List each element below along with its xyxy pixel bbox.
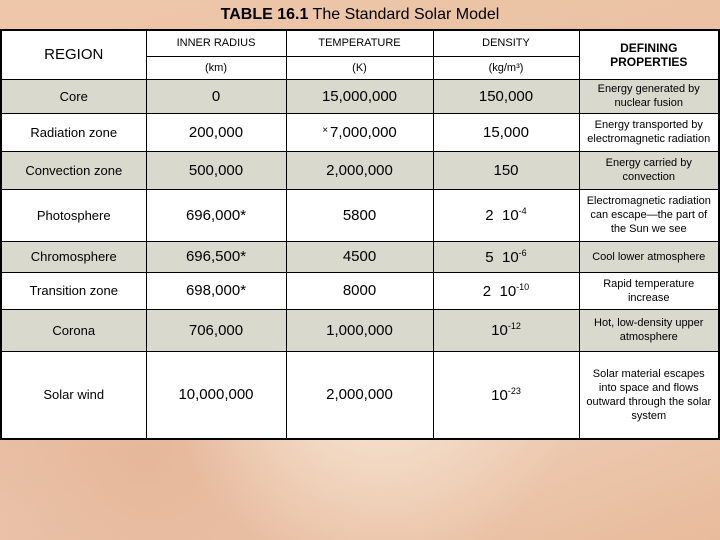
temperature-cell: 2,000,000 xyxy=(286,151,433,189)
header-temperature: TEMPERATURE xyxy=(286,30,433,56)
radius-cell: 500,000 xyxy=(146,151,286,189)
defining-cell: Energy generated by nuclear fusion xyxy=(579,79,719,113)
temperature-cell xyxy=(286,113,433,151)
region-cell: Solar wind xyxy=(1,351,146,439)
defining-cell: Energy transported by electromagnetic radiation xyxy=(579,113,719,151)
table-row xyxy=(1,189,719,241)
density-base: 15,000 xyxy=(483,123,529,141)
density-base: 150,000 xyxy=(478,87,534,105)
header-row xyxy=(1,30,719,56)
radius-cell: 0 xyxy=(146,79,286,113)
header-inner-radius: INNER RADIUS xyxy=(146,30,286,56)
density-base: 2 10 xyxy=(485,207,519,224)
radius-cell: 698,000* xyxy=(146,272,286,309)
table-title xyxy=(0,6,720,24)
solar-model-table xyxy=(0,29,720,440)
radius-cell: 696,000* xyxy=(146,189,286,241)
header-region: REGION xyxy=(1,30,146,79)
temperature-value: 7,000,000 xyxy=(330,123,397,141)
region-cell: Corona xyxy=(1,309,146,351)
temperature-cell: 2,000,000 xyxy=(286,351,433,439)
temperature-cell: 1,000,000 xyxy=(286,309,433,351)
density-cell xyxy=(433,351,579,439)
table-caption: The Standard Solar Model xyxy=(312,6,500,23)
density-cell xyxy=(433,79,579,113)
table-row xyxy=(1,79,719,113)
temperature-cell: 8000 xyxy=(286,272,433,309)
header-inner-radius-unit: (km) xyxy=(146,56,286,79)
temperature-cell: 15,000,000 xyxy=(286,79,433,113)
temperature-cell: 5800 xyxy=(286,189,433,241)
density-base: 10 xyxy=(491,322,508,339)
radius-cell: 696,500* xyxy=(146,241,286,272)
density-base: 2 10 xyxy=(482,282,517,300)
header-density-unit: (kg/m³) xyxy=(433,56,579,79)
density-cell xyxy=(433,189,579,241)
table-row xyxy=(1,151,719,189)
header-density: DENSITY xyxy=(433,30,579,56)
density-exponent: -12 xyxy=(507,321,521,331)
table-row xyxy=(1,351,719,439)
density-cell xyxy=(433,309,579,351)
defining-cell: Hot, low-density upper atmosphere xyxy=(579,309,719,351)
header-temperature-unit: (K) xyxy=(286,56,433,79)
table-number: TABLE 16.1 xyxy=(220,6,309,23)
density-cell xyxy=(433,272,579,309)
density-base: 10 xyxy=(491,386,508,404)
region-cell: Photosphere xyxy=(1,189,146,241)
radius-cell: 10,000,000 xyxy=(146,351,286,439)
region-cell: Core xyxy=(1,79,146,113)
density-exponent: -23 xyxy=(507,385,521,396)
density-base: 150 xyxy=(493,161,519,179)
density-exponent: -6 xyxy=(518,247,527,258)
density-exponent: -4 xyxy=(518,206,527,216)
temperature-mark: × xyxy=(322,124,329,136)
defining-cell: Solar material escapes into space and flows outward through the solar system xyxy=(579,351,719,439)
defining-cell: Energy carried by convection xyxy=(579,151,719,189)
header-defining-properties: DEFINING PROPERTIES xyxy=(579,30,719,79)
density-cell xyxy=(433,241,579,272)
density-base: 5 10 xyxy=(485,248,519,266)
temperature-cell: 4500 xyxy=(286,241,433,272)
defining-cell: Electromagnetic radiation can escape—the part of the Sun we see xyxy=(579,189,719,241)
radius-cell: 200,000 xyxy=(146,113,286,151)
table-row xyxy=(1,241,719,272)
region-cell: Transition zone xyxy=(1,272,146,309)
table-row xyxy=(1,113,719,151)
table-row xyxy=(1,309,719,351)
radius-cell: 706,000 xyxy=(146,309,286,351)
region-cell: Radiation zone xyxy=(1,113,146,151)
table-row xyxy=(1,272,719,309)
region-cell: Convection zone xyxy=(1,151,146,189)
density-exponent: -10 xyxy=(516,281,530,292)
density-cell xyxy=(433,151,579,189)
density-cell xyxy=(433,113,579,151)
defining-cell: Cool lower atmosphere xyxy=(579,241,719,272)
region-cell: Chromosphere xyxy=(1,241,146,272)
defining-cell: Rapid temperature increase xyxy=(579,272,719,309)
